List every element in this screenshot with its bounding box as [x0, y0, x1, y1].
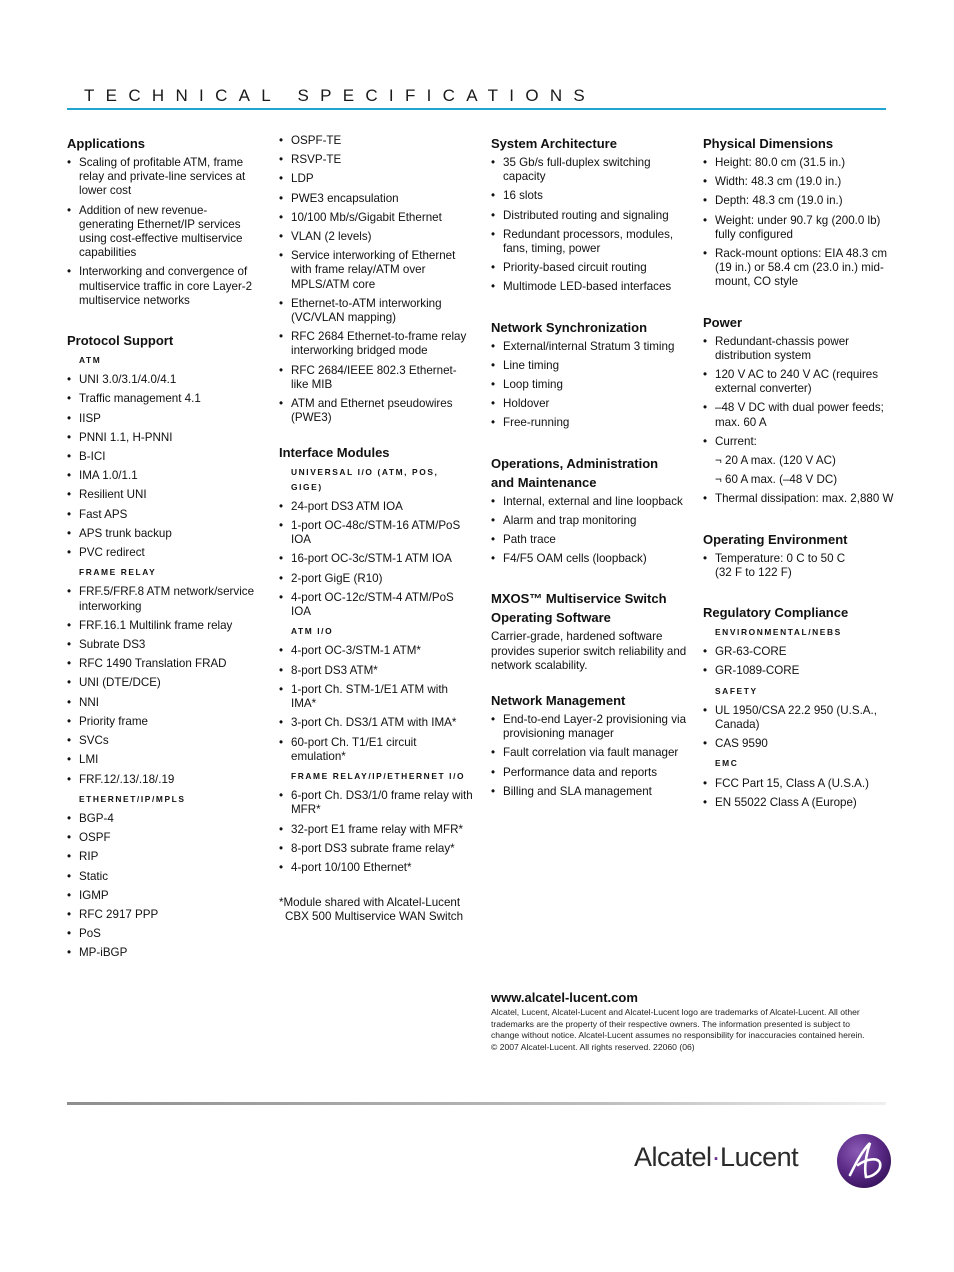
list-item: • 35 Gb/s full-duplex switching capacity [491, 156, 687, 184]
list-item: • Service interworking of Ethernet with frame relay/ATM over MPLS/ATM core [279, 249, 474, 292]
list-item: • Addition of new revenue-generating Ethernet/IP services using cost-effective multiservice capabilities [67, 204, 259, 261]
list-item: • Redundant processors, modules, fans, timing, power [491, 228, 687, 256]
frame-relay-protocol-list [67, 585, 259, 786]
footnote-line-2: CBX 500 Multiservice WAN Switch [285, 910, 464, 924]
list-item: • MP-iBGP [67, 946, 259, 960]
list-item: • ATM and Ethernet pseudowires (PWE3) [279, 397, 474, 425]
oam-heading-line-1: Operations, Administration [491, 455, 659, 471]
list-item: • End-to-end Layer-2 provisioning via provisioning manager [491, 713, 687, 741]
legal-line: trademarks are the property of their respective owners. The information presented is subject to [491, 1018, 851, 1029]
system-architecture-list [491, 156, 687, 295]
list-item: • Current: [703, 435, 898, 449]
logo-part-2: Lucent [720, 1142, 799, 1172]
logo-part-1: Alcatel [634, 1142, 712, 1172]
list-item: • Path trace [491, 533, 687, 547]
system-architecture-heading: System Architecture [491, 136, 617, 151]
list-item: • NNI [67, 696, 259, 710]
list-item: • SVCs [67, 734, 259, 748]
website-link[interactable]: www.alcatel-lucent.com [491, 990, 638, 1005]
module-footnote [279, 896, 474, 924]
list-item: • Priority-based circuit routing [491, 261, 687, 275]
list-item: • Loop timing [491, 378, 687, 392]
list-item: • FRF.16.1 Multilink frame relay [67, 619, 259, 633]
list-item: • B-ICI [67, 450, 259, 464]
list-item: • 60-port Ch. T1/E1 circuit emulation* [279, 736, 474, 764]
list-item: • Ethernet-to-ATM interworking (VC/VLAN mapping) [279, 297, 474, 325]
list-item: • Rack-mount options: EIA 48.3 cm (19 in.) or 58.4 cm (23.0 in.) mid-mount, CO style [703, 247, 898, 290]
list-item: • Thermal dissipation: max. 2,880 W [703, 492, 898, 506]
list-item: • Traffic management 4.1 [67, 392, 259, 406]
list-item: • PWE3 encapsulation [279, 192, 474, 206]
list-item: • FRF.5/FRF.8 ATM network/service interworking [67, 585, 259, 613]
list-item: • Interworking and convergence of multiservice traffic in core Layer-2 multiservice networks [67, 265, 259, 308]
oam-list [491, 495, 687, 567]
list-item: • GR-1089-CORE [703, 664, 898, 678]
atm-io-subheading: ATM I/O [291, 626, 334, 637]
list-item: • 3-port Ch. DS3/1 ATM with IMA* [279, 716, 474, 730]
list-item: • RFC 2684 Ethernet-to-frame relay interworking bridged mode [279, 330, 474, 358]
list-item: • Height: 80.0 cm (31.5 in.) [703, 156, 898, 170]
list-item: • LMI [67, 753, 259, 767]
list-item: • 6-port Ch. DS3/1/0 frame relay with MFR* [279, 789, 474, 817]
legal-notice [491, 1007, 886, 1054]
environmental-nebs-list [703, 645, 898, 678]
power-list-b [703, 492, 898, 506]
list-item: • 16-port OC-3c/STM-1 ATM IOA [279, 552, 474, 566]
mxos-heading-line-1: MXOS™ Multiservice Switch [491, 591, 667, 607]
list-item: • External/internal Stratum 3 timing [491, 340, 687, 354]
list-item: • RFC 2917 PPP [67, 908, 259, 922]
physical-dimensions-heading: Physical Dimensions [703, 136, 834, 151]
list-item: • UNI 3.0/3.1/4.0/4.1 [67, 373, 259, 387]
list-item: • 16 slots [491, 189, 687, 203]
atm-protocol-list [67, 373, 259, 560]
list-item: • UL 1950/CSA 22.2 950 (U.S.A., Canada) [703, 704, 898, 732]
applications-heading: Applications [67, 136, 146, 151]
list-item: • RIP [67, 850, 259, 864]
list-item: • FRF.12/.13/.18/.19 [67, 773, 259, 787]
alcatel-lucent-wordmark [634, 1142, 798, 1173]
legal-line: © 2007 Alcatel-Lucent. All rights reserved. 22060 (06) [491, 1042, 695, 1053]
list-item: • PNNI 1.1, H-PNNI [67, 431, 259, 445]
atm-io-list [279, 644, 474, 763]
network-management-list [491, 713, 687, 799]
list-item: • VLAN (2 levels) [279, 230, 474, 244]
list-item: • Fault correlation via fault manager [491, 746, 687, 760]
regulatory-compliance-heading: Regulatory Compliance [703, 605, 849, 621]
list-item: • PoS [67, 927, 259, 941]
alcatel-lucent-logo-icon [836, 1133, 892, 1189]
list-item: • FCC Part 15, Class A (U.S.A.) [703, 777, 898, 791]
footnote-line-1: *Module shared with Alcatel-Lucent [279, 896, 461, 910]
list-item: • BGP-4 [67, 812, 259, 826]
list-item: • RSVP-TE [279, 153, 474, 167]
list-item: • 8-port DS3 subrate frame relay* [279, 842, 474, 856]
list-item: • 10/100 Mb/s/Gigabit Ethernet [279, 211, 474, 225]
list-item: • Billing and SLA management [491, 785, 687, 799]
temperature-line-2: (32 F to 122 F) [715, 565, 792, 579]
list-item: • Internal, external and line loopback [491, 495, 687, 509]
power-list [703, 335, 898, 449]
list-item: • Weight: under 90.7 kg (200.0 lb) fully configured [703, 214, 898, 242]
list-item: • Multimode LED-based interfaces [491, 280, 687, 294]
list-item: • 8-port DS3 ATM* [279, 664, 474, 678]
list-item: • GR-63-CORE [703, 645, 898, 659]
list-item: • UNI (DTE/DCE) [67, 676, 259, 690]
legal-line: change without notice. Alcatel-Lucent assumes no responsibility for inaccuracies contained herein. [491, 1030, 865, 1041]
frame-relay-subheading: FRAME RELAY [79, 567, 157, 578]
list-item [703, 552, 898, 580]
list-item: • RFC 1490 Translation FRAD [67, 657, 259, 671]
safety-subheading: SAFETY [715, 685, 758, 696]
list-item: • Alarm and trap monitoring [491, 514, 687, 528]
environmental-nebs-subheading: ENVIRONMENTAL/NEBS [715, 627, 842, 638]
bottom-rule [67, 1102, 886, 1105]
list-item: • 2-port GigE (R10) [279, 572, 474, 586]
operating-environment-heading: Operating Environment [703, 531, 848, 547]
list-item: • APS trunk backup [67, 527, 259, 541]
emc-list [703, 777, 898, 810]
logo-dot: · [711, 1142, 721, 1172]
list-item: • Performance data and reports [491, 766, 687, 780]
column-2 [279, 134, 474, 925]
list-item: • Free-running [491, 416, 687, 430]
mxos-heading-line-2: Operating Software [491, 610, 611, 626]
fr-ip-ethernet-io-subheading: FRAME RELAY/IP/ETHERNET I/O [291, 770, 466, 781]
list-item: • Redundant-chassis power distribution system [703, 335, 898, 363]
list-item: • 24-port DS3 ATM IOA [279, 500, 474, 514]
fr-ip-ethernet-io-list [279, 789, 474, 875]
power-current-1: ¬ 20 A max. (120 V AC) [715, 454, 836, 468]
power-current-2: ¬ 60 A max. (–48 V DC) [715, 473, 838, 487]
column-4 [703, 134, 898, 815]
list-item: • Scaling of profitable ATM, frame relay and private-line services at lower cost [67, 156, 259, 199]
mxos-description: Carrier-grade, hardened software provides superior switch reliability and network scalability. [491, 630, 687, 672]
list-item: • Priority frame [67, 715, 259, 729]
list-item: • LDP [279, 172, 474, 186]
network-sync-heading: Network Synchronization [491, 319, 648, 335]
list-item: • IISP [67, 412, 259, 426]
title-rule [67, 108, 886, 110]
list-item: • IGMP [67, 889, 259, 903]
universal-io-subheading: UNIVERSAL I/O (ATM, POS, GIGE) [291, 467, 439, 492]
list-item: • Depth: 48.3 cm (19.0 in.) [703, 194, 898, 208]
list-item: • PVC redirect [67, 546, 259, 560]
list-item: • OSPF [67, 831, 259, 845]
ethernet-ip-mpls-subheading: ETHERNET/IP/MPLS [79, 793, 186, 804]
power-heading: Power [703, 314, 743, 330]
list-item: • CAS 9590 [703, 737, 898, 751]
oam-heading [491, 454, 687, 492]
list-item: • 4-port OC-3/STM-1 ATM* [279, 644, 474, 658]
list-item: • 4-port OC-12c/STM-4 ATM/PoS IOA [279, 591, 474, 619]
universal-io-list [279, 500, 474, 619]
column-3 [491, 134, 687, 804]
ethernet-ip-mpls-list-part2 [279, 134, 474, 425]
physical-dimensions-list [703, 156, 898, 290]
list-item: • Line timing [491, 359, 687, 373]
protocol-support-heading: Protocol Support [67, 333, 174, 349]
list-item: • Resilient UNI [67, 488, 259, 502]
interface-modules-heading: Interface Modules [279, 445, 390, 461]
list-item: • Distributed routing and signaling [491, 209, 687, 223]
atm-subheading: ATM [79, 355, 102, 366]
oam-heading-line-2: and Maintenance [491, 474, 597, 490]
network-sync-list [491, 340, 687, 431]
applications-list [67, 156, 259, 308]
list-item: • 120 V AC to 240 V AC (requires external converter) [703, 368, 898, 396]
list-item: • F4/F5 OAM cells (loopback) [491, 552, 687, 566]
list-item: • Width: 48.3 cm (19.0 in.) [703, 175, 898, 189]
list-item: • 1-port Ch. STM-1/E1 ATM with IMA* [279, 683, 474, 711]
safety-list [703, 704, 898, 752]
page-title: TECHNICAL SPECIFICATIONS [84, 86, 597, 105]
list-item: • –48 V DC with dual power feeds; max. 60 A [703, 401, 898, 429]
list-item: • 32-port E1 frame relay with MFR* [279, 823, 474, 837]
emc-subheading: EMC [715, 758, 739, 769]
list-item: • EN 55022 Class A (Europe) [703, 796, 898, 810]
temperature-line-1: Temperature: 0 C to 50 C [715, 551, 846, 565]
mxos-heading [491, 589, 687, 627]
list-item: • Static [67, 870, 259, 884]
list-item: • 1-port OC-48c/STM-16 ATM/PoS IOA [279, 519, 474, 547]
list-item: • 4-port 10/100 Ethernet* [279, 861, 474, 875]
network-management-heading: Network Management [491, 693, 626, 709]
legal-line: Alcatel, Lucent, Alcatel-Lucent and Alcatel-Lucent logo are trademarks of Alcatel-Lucent. All other [491, 1007, 860, 1017]
ethernet-ip-mpls-list-part1 [67, 812, 259, 961]
column-1 [67, 134, 259, 966]
list-item: • IMA 1.0/1.1 [67, 469, 259, 483]
list-item: • Subrate DS3 [67, 638, 259, 652]
operating-environment-list [703, 552, 898, 580]
list-item: • RFC 2684/IEEE 802.3 Ethernet-like MIB [279, 364, 474, 392]
list-item: • Holdover [491, 397, 687, 411]
list-item: • Fast APS [67, 508, 259, 522]
list-item: • OSPF-TE [279, 134, 474, 148]
